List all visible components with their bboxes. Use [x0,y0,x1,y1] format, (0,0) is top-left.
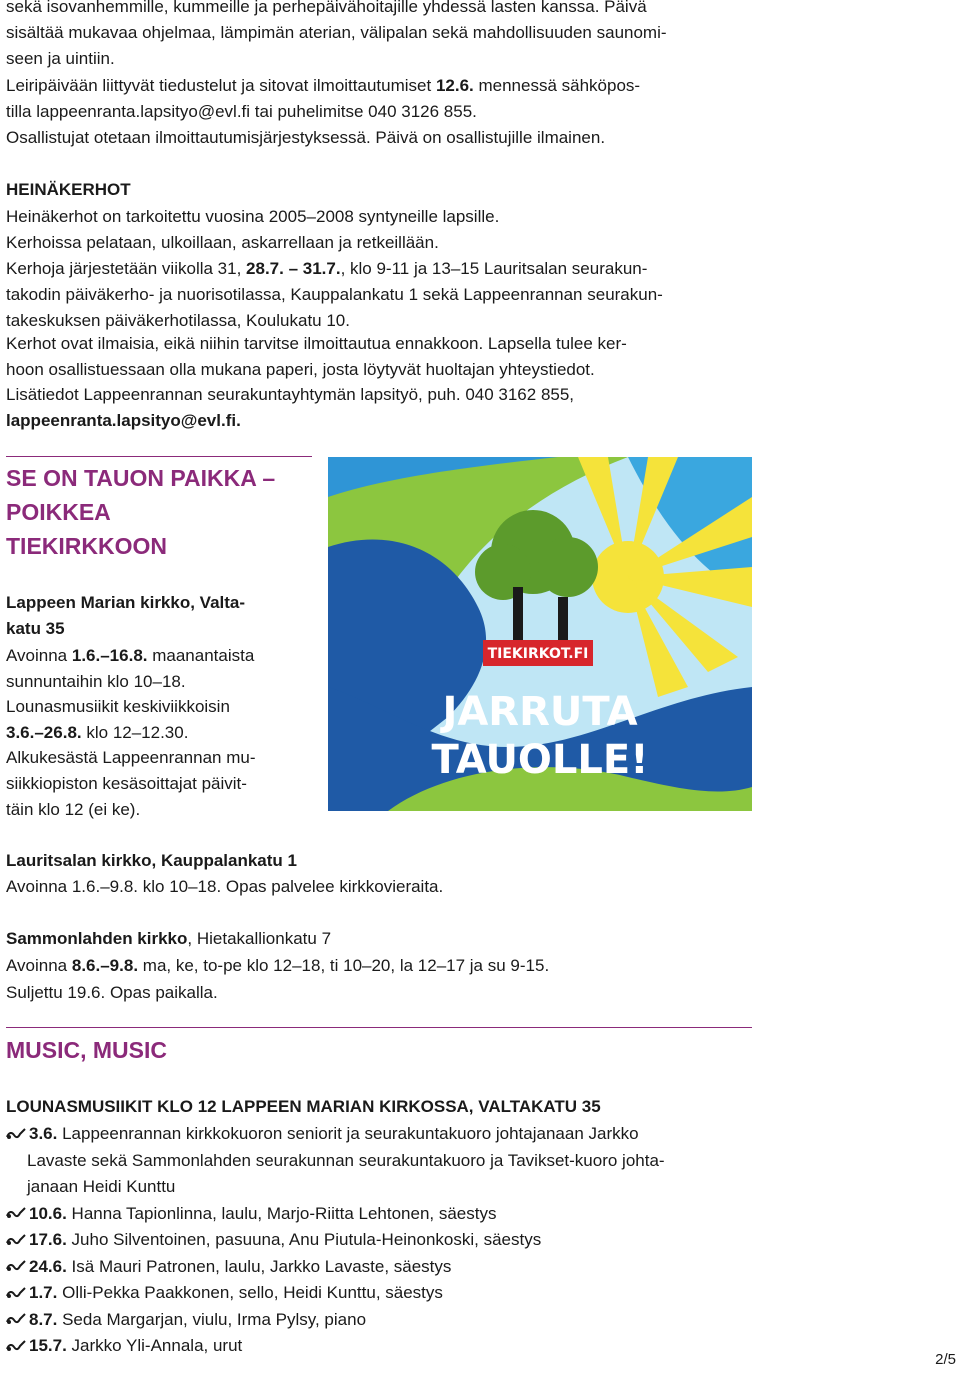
music-item-text: Isä Mauri Patronen, laulu, Jarkko Lavaste, säestys [71,1256,452,1276]
sammonlahti-open-line [6,953,549,979]
intro-info-text: Leiripäivään liittyvät tiedustelut ja sitovat ilmoittautumiset [6,76,432,95]
music-item [6,1333,242,1360]
sammonlahti-title: Sammonlahden kirkko [6,929,188,948]
intro-line-2: sisältää mukavaa ohjelmaa, lämpimän aterian, välipalan sekä mahdollisuuden saunomi- [6,23,667,42]
poster-headline-2: TAUOLLE! [431,737,649,783]
music-heading: MUSIC, MUSIC [6,1037,167,1063]
music-note-icon [6,1281,26,1307]
intro-line-1: sekä isovanhemmille, kummeille ja perhepäivähoitajille yhdessä lasten kanssa. Päivä [6,0,647,16]
music-item-date: 10.6. [29,1203,67,1223]
music-item-continuation: janaan Heidi Kunttu [27,1177,176,1196]
music-note-icon [6,1334,26,1360]
music-note-icon [6,1307,26,1333]
sammonlahti-open-rest: ma, ke, to-pe klo 12–18, ti 10–20, la 12–17 ja su 9-15. [142,956,550,975]
music-divider [6,1027,752,1028]
heinakerhot-dates: 28.7. – 31.7. [246,259,341,278]
marian-title-1: Lappeen Marian kirkko, Valta- [6,593,246,612]
sammonlahti-address: , Hietakallionkatu 7 [187,929,332,948]
intro-deadline: 12.6. [435,76,474,95]
music-item-text: Seda Margarjan, viulu, Irma Pylsy, piano [62,1309,367,1329]
heinakerhot-time-place: , klo 9-11 ja 13–15 Lauritsalan seurakun- [340,259,648,278]
heinakerhot-line-6: Kerhot ovat ilmaisia, eikä niihin tarvitse ilmoittautua ennakkoon. Lapsella tulee ker- [6,334,627,353]
marian-lunch-dates: 3.6.–26.8. [6,723,82,742]
marian-lunch-time: klo 12–12.30. [86,723,189,742]
intro-free-line: Osallistujat otetaan ilmoittautumisjärjestyksessä. Päivä on osallistujille ilmainen. [6,128,606,147]
marian-line-3: sunnuntaihin klo 10–18. [6,672,186,691]
music-item-date: 17.6. [29,1230,67,1249]
music-note-icon [6,1254,26,1280]
heinakerhot-email-link[interactable]: lappeenranta.lapsityo@evl.fi. [6,411,241,430]
heinakerhot-line-7: hoon osallistuessaan olla mukana paperi, josta löytyvät huoltajan yhteystiedot. [6,360,595,379]
sammonlahti-open-label: Avoinna [6,956,68,975]
music-item [6,1227,541,1254]
sammonlahti-open-dates: 8.6.–9.8. [71,956,139,975]
music-note-icon [6,1228,26,1254]
music-item-text: Jarkko Yli-Annala, urut [71,1336,243,1355]
marian-line-5 [6,720,188,746]
music-item-date: 24.6. [29,1256,67,1276]
heinakerhot-line-4: takodin päiväkerho- ja nuorisotilassa, Kauppalankatu 1 sekä Lappeenrannan seurakun- [6,285,663,304]
heinakerhot-line-5: takeskuksen päiväkerhotilassa, Koulukatu 10. [6,311,350,330]
music-item [6,1307,366,1334]
tauko-heading-line-1: SE ON TAUON PAIKKA – [6,465,276,491]
music-item-date: 15.7. [29,1336,67,1355]
marian-open-dates: 1.6.–16.8. [71,646,148,665]
section-divider [6,456,312,457]
marian-line-4: Lounasmusiikit keskiviikkoisin [6,697,230,716]
tauko-heading-line-2: POIKKEA [6,499,111,525]
tauko-heading-line-3: TIEKIRKKOON [6,533,167,559]
marian-open-rest: maanantaista [152,646,255,665]
heinakerhot-line-1: Heinäkerhot on tarkoitettu vuosina 2005–2008 syntyneille lapsille. [6,207,500,226]
heinakerhot-week-text: Kerhoja järjestetään viikolla 31, [6,259,242,278]
music-note-icon [6,1201,26,1227]
music-item-text: Lappeenrannan kirkkokuoron seniorit ja seurakuntakuoro johtajanaan Jarkko [62,1124,639,1143]
music-note-icon [6,1122,26,1148]
music-item-text: Hanna Tapionlinna, laulu, Marjo-Riitta Lehtonen, säestys [71,1203,497,1223]
marian-open-line [6,643,254,669]
music-item-date: 1.7. [29,1283,58,1302]
poster-badge-text: TIEKIRKOT.FI [487,646,589,662]
marian-line-6: Alkukesästä Lappeenrannan mu- [6,748,256,767]
intro-info-text-2: mennessä sähköpos- [478,76,641,95]
music-item-text: Juho Silventoinen, pasuuna, Anu Piutula-Heinonkoski, säestys [71,1230,542,1249]
lauritsala-title: Lauritsalan kirkko, Kauppalankatu 1 [6,851,297,870]
heinakerhot-line-2: Kerhoissa pelataan, ulkoillaan, askarrellaan ja retkeillään. [6,233,439,252]
intro-line-3: seen ja uintiin. [6,49,115,68]
tiekirkot-poster-image [328,457,752,811]
music-subheading: LOUNASMUSIIKIT KLO 12 LAPPEEN MARIAN KIRKOSSA, VALTAKATU 35 [6,1097,601,1116]
music-item-continuation: Lavaste sekä Sammonlahden seurakunnan seurakuntakuoro ja Tavikset-kuoro johta- [27,1150,665,1170]
heinakerhot-line-8: Lisätiedot Lappeenrannan seurakuntayhtymän lapsityö, puh. 040 3162 855, [6,385,575,404]
marian-line-8: täin klo 12 (ei ke). [6,800,141,819]
lauritsala-line: Avoinna 1.6.–9.8. klo 10–18. Opas palvelee kirkkovieraita. [6,877,444,896]
music-item [6,1280,443,1307]
marian-line-7: siikkiopiston kesäsoittajat päivit- [6,774,247,793]
music-item-text: Olli-Pekka Paakkonen, sello, Heidi Kunttu, säestys [62,1283,443,1302]
page-number: 2/5 [935,1351,956,1368]
marian-open-label: Avoinna [6,646,68,665]
music-item [6,1254,451,1281]
sammonlahti-closed: Suljettu 19.6. Opas paikalla. [6,983,218,1002]
poster-headline-1: JARRUTA [442,689,638,735]
music-item [6,1201,497,1228]
intro-info-line [6,73,640,99]
heinakerhot-heading: HEINÄKERHOT [6,180,131,199]
marian-title-2: katu 35 [6,619,65,638]
heinakerhot-line-3 [6,256,647,282]
music-item [6,1121,639,1148]
intro-contact-line: tilla lappeenranta.lapsityo@evl.fi tai puhelimitse 040 3126 855. [6,102,477,121]
music-item-date: 8.7. [29,1309,58,1329]
sammonlahti-title-line [6,926,331,952]
music-item-date: 3.6. [29,1124,58,1143]
